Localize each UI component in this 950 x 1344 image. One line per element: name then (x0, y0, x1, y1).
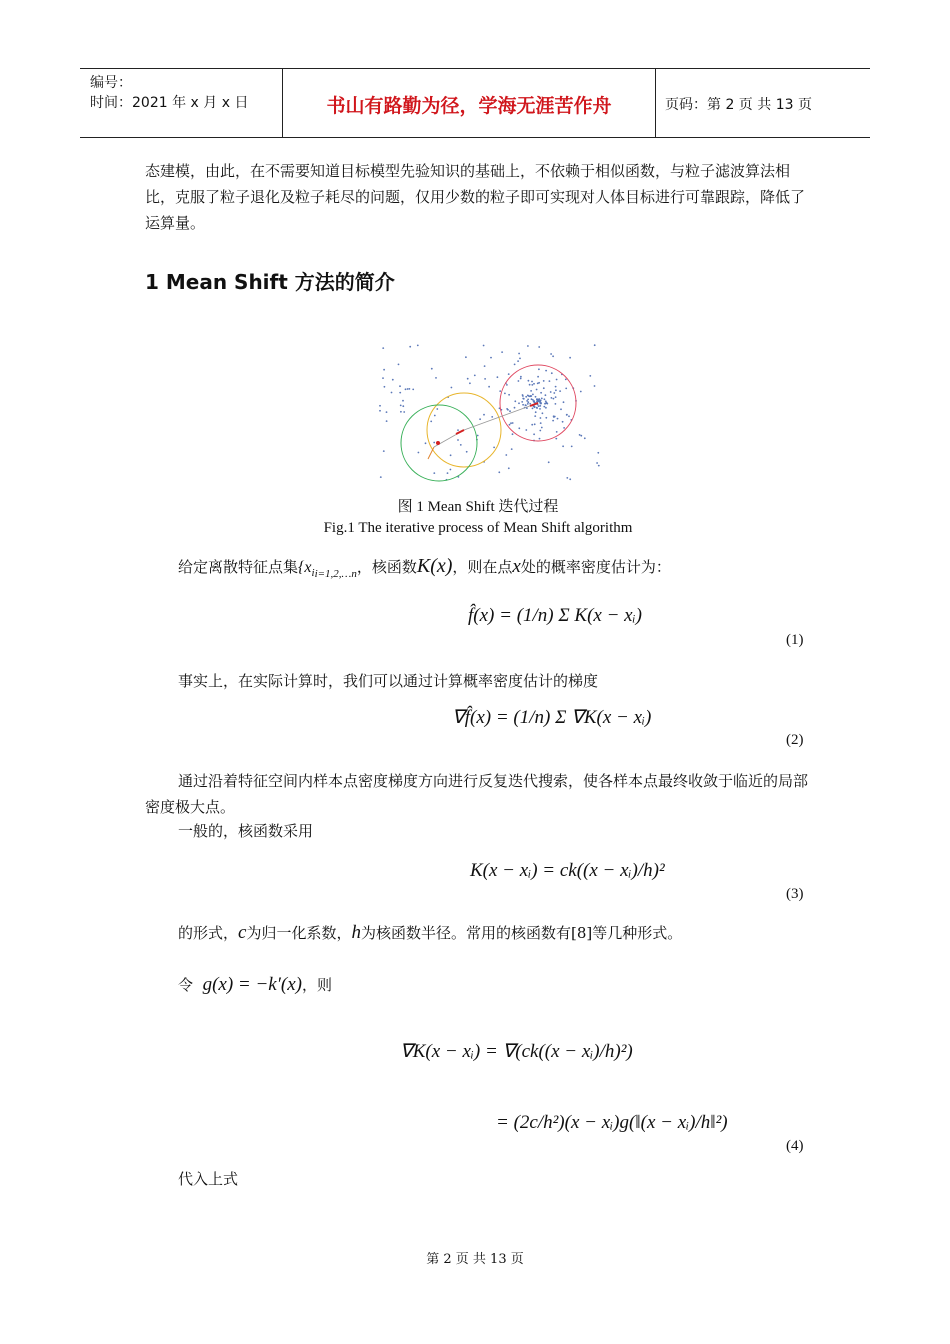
sample-point (533, 433, 535, 435)
sample-point (548, 461, 550, 463)
sample-point (398, 364, 400, 366)
page-header (80, 68, 870, 138)
header-divider (655, 69, 656, 137)
kernel-intro: 一般的，核函数采用 (178, 822, 314, 840)
sample-point (580, 391, 582, 393)
sample-point (540, 417, 542, 419)
sample-point (402, 400, 404, 402)
sample-point (596, 462, 598, 464)
sample-point (528, 380, 530, 382)
sample-point (399, 392, 401, 394)
sample-point (531, 424, 533, 426)
sample-point (539, 401, 541, 403)
feature-set: {$x_i$ (298, 559, 315, 580)
sample-point (382, 347, 384, 349)
sample-point (436, 408, 438, 410)
sample-point (505, 454, 507, 456)
sample-point (550, 353, 552, 355)
sample-point (563, 427, 565, 429)
sample-point (450, 469, 452, 471)
sample-point (483, 345, 485, 347)
sample-point (545, 394, 547, 396)
given-mid2: ，则在点 (452, 558, 513, 576)
sample-point (538, 405, 540, 407)
c-symbol: c (238, 922, 247, 943)
sample-point (474, 375, 476, 377)
sample-point (540, 392, 542, 394)
sample-point (409, 388, 411, 390)
sample-point (417, 345, 419, 347)
equation-3: K(x − xᵢ) = ck((x − xᵢ)/h)² (470, 860, 665, 881)
sample-point (379, 410, 381, 412)
sample-point (391, 392, 393, 394)
sample-point (551, 372, 553, 374)
sample-point (530, 395, 532, 397)
sample-point (565, 379, 567, 381)
sample-point (447, 472, 449, 474)
sample-point (553, 398, 555, 400)
set-index: i=1,2,…n (314, 568, 357, 580)
h-symbol: h (351, 922, 361, 943)
sample-point (386, 411, 388, 413)
equation-1: f̂(x) = (1/n) Σ K(x − xᵢ) (468, 605, 642, 626)
sample-point (525, 405, 527, 407)
sample-point (521, 401, 523, 403)
sample-point (532, 399, 534, 401)
sample-point (529, 403, 531, 405)
gradient-text: 事实上，在实际计算时，我们可以通过计算概率密度估计的梯度 (178, 672, 599, 690)
sample-point (557, 418, 559, 420)
sample-point (533, 383, 535, 385)
sample-point (512, 422, 514, 424)
sample-point (465, 356, 467, 358)
sample-point (384, 386, 386, 388)
sample-point (568, 415, 570, 417)
sample-points (379, 344, 600, 480)
sample-point (532, 408, 534, 410)
sample-point (483, 414, 485, 416)
sample-point (553, 415, 555, 417)
kernel-symbol: K(x) (416, 555, 453, 577)
sample-point (386, 420, 388, 422)
sample-point (555, 389, 557, 391)
sample-point (553, 392, 555, 394)
sample-point (598, 465, 600, 467)
header-page-info: 页码：第 2 页 共 13 页 (665, 97, 812, 113)
sample-point (514, 364, 516, 366)
sample-point (539, 438, 541, 440)
sample-point (380, 476, 382, 478)
sample-point (569, 357, 571, 359)
sample-point (506, 384, 508, 386)
sample-point (531, 384, 533, 386)
figure-caption-cn: 图 1 Mean Shift 迭代过程 (397, 499, 559, 515)
sample-point (383, 369, 385, 371)
sample-point (403, 411, 405, 413)
sample-point (460, 444, 462, 446)
sample-point (594, 344, 596, 346)
sample-point (507, 409, 509, 411)
sample-point (541, 398, 543, 400)
sample-point (501, 351, 503, 353)
sample-point (504, 393, 506, 395)
let-statement: 令 g(x) = −k′(x)，则 (178, 974, 332, 995)
number-label: 编号： (90, 75, 132, 91)
sample-point (517, 360, 519, 362)
sample-point (539, 430, 541, 432)
sample-point (425, 442, 427, 444)
sample-point (490, 357, 492, 359)
sample-point (544, 398, 546, 400)
sample-point (407, 388, 409, 390)
sample-point (382, 377, 384, 379)
sample-point (379, 405, 381, 407)
sample-point (435, 377, 437, 379)
sample-point (584, 437, 586, 439)
sample-point (562, 421, 564, 423)
sample-point (538, 346, 540, 348)
sample-point (525, 396, 527, 398)
sample-point (400, 411, 402, 413)
sample-point (546, 402, 548, 404)
sample-point (469, 382, 471, 384)
sample-point (530, 390, 532, 392)
sample-point (520, 376, 522, 378)
sample-point (400, 405, 402, 407)
sample-point (519, 358, 521, 360)
given-suffix: 处的概率密度估计为： (520, 558, 671, 576)
sample-point (433, 442, 435, 444)
sample-point (534, 415, 536, 417)
sample-point (466, 451, 468, 453)
sample-point (527, 399, 529, 401)
sample-point (556, 379, 558, 381)
sample-point (508, 394, 510, 396)
header-meta (90, 73, 248, 113)
mean-shift-figure (372, 335, 612, 485)
sample-point (556, 431, 558, 433)
sample-point (433, 472, 435, 474)
sample-point (405, 388, 407, 390)
sample-point (508, 373, 510, 375)
sample-point (518, 380, 520, 382)
sample-point (514, 407, 516, 409)
sample-point (412, 389, 414, 391)
sample-point (498, 471, 500, 473)
equation-2-number: (2) (786, 732, 804, 748)
sample-point (520, 378, 522, 380)
sample-point (534, 406, 536, 408)
sample-point (542, 412, 544, 414)
sample-point (467, 378, 469, 380)
sample-point (543, 387, 545, 389)
sample-point (522, 398, 524, 400)
sample-point (555, 438, 557, 440)
sample-point (477, 435, 479, 437)
sample-point (522, 404, 524, 406)
sample-point (488, 386, 490, 388)
sample-point (518, 353, 520, 355)
sample-point (536, 398, 538, 400)
sample-point (491, 416, 493, 418)
sample-point (562, 445, 564, 447)
sample-point (512, 433, 514, 435)
equation-4-number: (4) (786, 1138, 804, 1154)
figure-caption-en: Fig.1 The iterative process of Mean Shift algorithm (323, 520, 633, 536)
intro-paragraph: 态建模，由此，在不需要知道目标模型先验知识的基础上，不依赖于相似函数，与粒子滤波算法相比，克服了粒子退化及粒子耗尽的问题，仅用少数的粒子即可实现对人体目标进行可靠跟踪，降低了运算量。 (145, 162, 806, 232)
sample-point (508, 467, 510, 469)
sample-point (536, 407, 538, 409)
sample-point (571, 446, 573, 448)
sample-point (559, 390, 561, 392)
sample-point (511, 448, 513, 450)
sample-point (580, 435, 582, 437)
sample-point (543, 406, 545, 408)
sample-point (484, 378, 486, 380)
sample-point (479, 418, 481, 420)
sample-point (594, 385, 596, 387)
sample-point (509, 424, 511, 426)
sample-point (499, 390, 501, 392)
sample-point (552, 420, 554, 422)
given-statement (178, 555, 671, 585)
sample-point (430, 421, 432, 423)
window-center (436, 441, 440, 445)
sample-point (409, 346, 411, 348)
sample-point (536, 389, 538, 391)
sample-point (402, 405, 404, 407)
sample-point (450, 454, 452, 456)
sample-point (534, 423, 536, 425)
section-title: 1 Mean Shift 方法的简介 (145, 270, 395, 294)
sample-point (539, 408, 541, 410)
shift-vector (530, 403, 538, 406)
sample-point (527, 345, 529, 347)
header-motto: 书山有路勤为径，学海无涯苦作舟 (326, 95, 612, 117)
sample-point (545, 407, 547, 409)
sample-point (431, 368, 433, 370)
sample-point (434, 415, 436, 417)
sample-point (563, 401, 565, 403)
sample-point (535, 411, 537, 413)
page-footer: 第 2 页 共 13 页 (426, 1252, 524, 1267)
sample-point (518, 427, 520, 429)
shift-vector (428, 447, 434, 459)
sample-point (566, 414, 568, 416)
sample-point (589, 375, 591, 377)
sample-point (518, 402, 520, 404)
equation-4-line1: ∇K(x − xᵢ) = ∇(ck((x − xᵢ)/h)²) (400, 1041, 633, 1062)
sample-point (399, 385, 401, 387)
kernel-form-text: 的形式，c为归一化系数，h为核函数半径。常用的核函数有[8]等几种形式。 (178, 922, 683, 943)
sample-point (457, 429, 459, 431)
sample-point (383, 450, 385, 452)
sample-point (457, 439, 459, 441)
sample-point (552, 355, 554, 357)
sample-point (535, 396, 537, 398)
sample-point (569, 478, 571, 480)
sample-point (497, 376, 499, 378)
sample-point (484, 365, 486, 367)
sample-point (565, 388, 567, 390)
shift-path (434, 403, 538, 447)
substitute-text: 代入上式 (178, 1170, 239, 1188)
sample-point (509, 410, 511, 412)
equation-3-number: (3) (786, 886, 804, 902)
equation-2: ∇f̂(x) = (1/n) Σ ∇K(x − xᵢ) (452, 707, 652, 728)
equation-4-line2: = (2c/h²)(x − xᵢ)g(‖(x − xᵢ)/h‖²) (496, 1112, 728, 1133)
sample-point (597, 452, 599, 454)
sample-point (550, 391, 552, 393)
sample-point (531, 381, 533, 383)
sample-point (551, 397, 553, 399)
sample-point (555, 386, 557, 388)
sample-point (540, 422, 542, 424)
sample-point (537, 383, 539, 385)
sample-point (539, 405, 541, 407)
sample-point (543, 380, 545, 382)
sample-point (522, 394, 524, 396)
sample-point (529, 384, 531, 386)
date-label: 时间：2021 年 x 月 x 日 (90, 95, 249, 111)
sample-point (418, 452, 420, 454)
sample-point (537, 376, 539, 378)
sample-point (526, 400, 528, 402)
equation-1-number: (1) (786, 632, 804, 648)
sample-point (566, 477, 568, 479)
sample-point (560, 408, 562, 410)
sample-point (532, 394, 534, 396)
sample-point (527, 403, 529, 405)
shift-vector (456, 430, 464, 434)
sample-point (525, 429, 527, 431)
sample-point (579, 434, 581, 436)
sample-point (527, 395, 529, 397)
sample-point (555, 403, 557, 405)
sample-point (451, 387, 453, 389)
given-prefix: 给定离散特征点集 (178, 558, 299, 576)
sample-point (514, 400, 516, 402)
sample-point (555, 396, 557, 398)
given-mid: ，核函数 (356, 558, 417, 576)
sample-point (538, 368, 540, 370)
search-paragraph: 通过沿着特征空间内样本点密度梯度方向进行反复迭代搜索，使各样本点最终收敛于临近的局部密度极大点。 (145, 772, 809, 816)
sample-point (545, 417, 547, 419)
sample-point (392, 379, 394, 381)
sample-point (545, 370, 547, 372)
sample-point (541, 427, 543, 429)
g-definition: g(x) = −k′(x) (202, 974, 302, 995)
sample-point (510, 422, 512, 424)
sample-point (549, 380, 551, 382)
sample-point (536, 400, 538, 402)
point-symbol: x (512, 556, 521, 577)
sample-point (493, 447, 495, 449)
